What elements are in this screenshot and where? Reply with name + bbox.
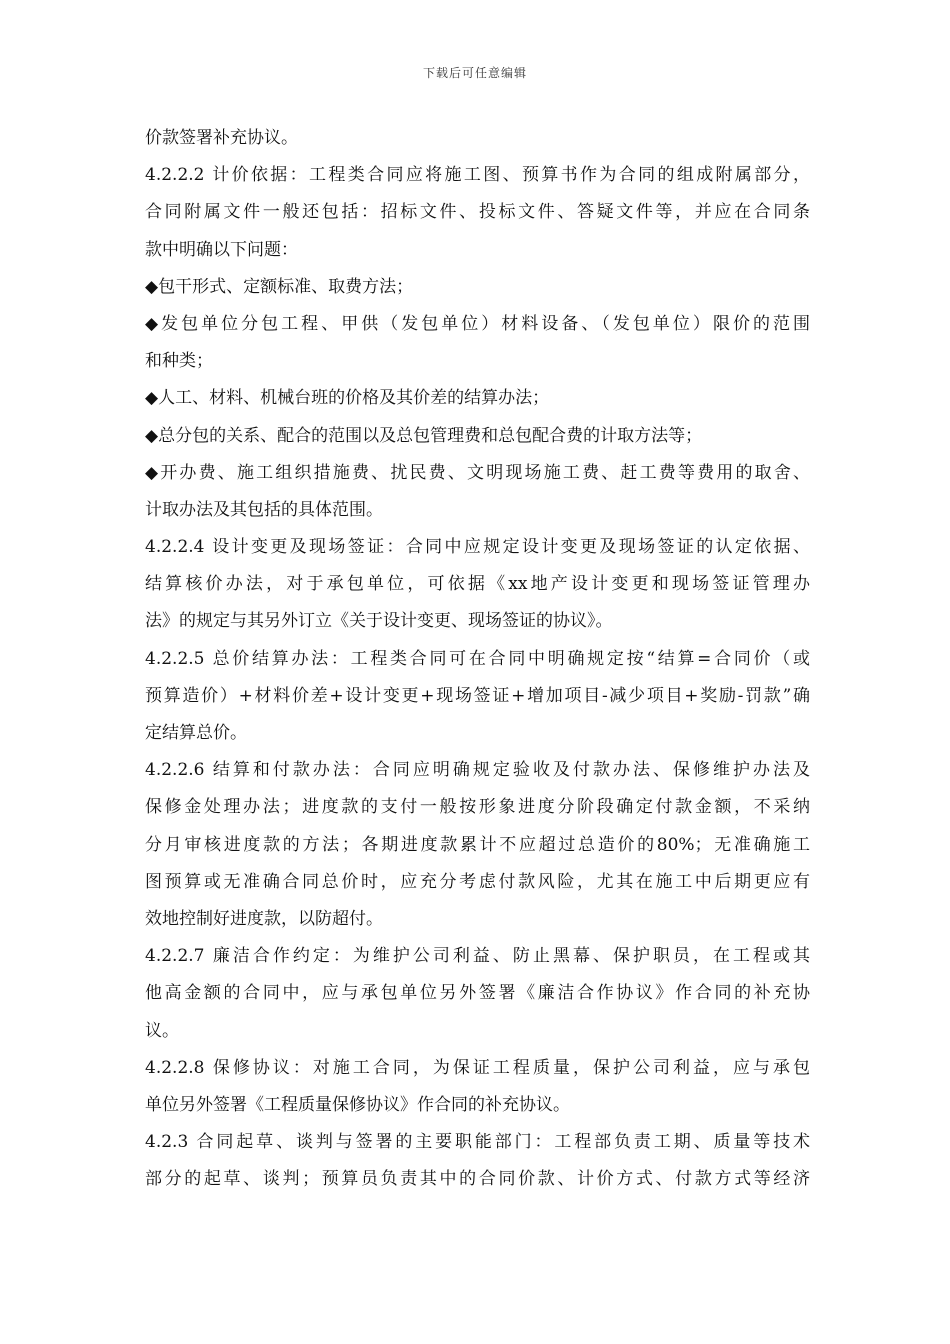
text-line: 他高金额的合同中，应与承包单位另外签署《廉洁合作协议》作合同的补充协 (145, 983, 810, 1004)
text-line: 保修金处理办法；进度款的支付一般按形象进度分阶段确定付款金额，不采纳 (145, 797, 810, 818)
text-line: 4.2.2.2 计价依据：工程类合同应将施工图、预算书作为合同的组成附属部分， (145, 165, 810, 186)
text-line: 价款签署补充协议。 (145, 128, 298, 148)
text-line: 合同附属文件一般还包括：招标文件、投标文件、答疑文件等，并应在合同条 (145, 202, 810, 223)
text-line: ◆总分包的关系、配合的范围以及总包管理费和总包配合费的计取方法等； (145, 425, 703, 446)
text-line: 单位另外签署《工程质量保修协议》作合同的补充协议。 (145, 1094, 570, 1115)
text-line: 预算造价）+材料价差+设计变更+现场签证+增加项目-减少项目+奖励-罚款”确 (145, 685, 810, 706)
text-line: ◆开办费、施工组织措施费、扰民费、文明现场施工费、赶工费等费用的取舍、 (145, 462, 810, 483)
text-line: 4.2.2.7 廉洁合作约定：为维护公司利益、防止黑幕、保护职员，在工程或其 (145, 946, 810, 967)
text-line: 计取办法及其包括的具体范围。 (145, 499, 383, 520)
text-line: 图预算或无准确合同总价时，应充分考虑付款风险，尤其在施工中后期更应有 (145, 871, 810, 892)
text-line: ◆人工、材料、机械台班的价格及其价差的结算办法； (145, 388, 550, 409)
text-line: 4.2.2.8 保修协议：对施工合同，为保证工程质量，保护公司利益，应与承包 (145, 1057, 810, 1078)
text-line: ◆发包单位分包工程、甲供（发包单位）材料设备、（发包单位）限价的范围 (145, 313, 810, 334)
document-body (145, 120, 810, 1198)
text-line: 部分的起草、谈判；预算员负责其中的合同价款、计价方式、付款方式等经济 (145, 1169, 810, 1190)
text-line: 法》的规定与其另外订立《关于设计变更、现场签证的协议》。 (145, 611, 613, 632)
text-line: 效地控制好进度款，以防超付。 (145, 908, 383, 929)
page-header: 下载后可任意编辑 (422, 66, 527, 80)
text-line: ◆包干形式、定额标准、取费方法； (145, 276, 414, 297)
text-line: 议。 (145, 1020, 179, 1041)
text-line: 结算核价办法，对于承包单位，可依据《xx地产设计变更和现场签证管理办 (145, 574, 810, 595)
text-line: 4.2.2.6 结算和付款办法：合同应明确规定验收及付款办法、保修维护办法及 (145, 760, 810, 781)
text-line: 和种类； (145, 351, 213, 372)
text-line: 4.2.2.5 总价结算办法：工程类合同可在合同中明确规定按“结算=合同价（或 (145, 648, 810, 669)
text-line: 4.2.2.4 设计变更及现场签证：合同中应规定设计变更及现场签证的认定依据、 (145, 537, 810, 558)
text-line: 定结算总价。 (145, 723, 247, 743)
text-line: 分月审核进度款的方法；各期进度款累计不应超过总造价的80%；无准确施工 (145, 834, 810, 855)
text-line: 4.2.3 合同起草、谈判与签署的主要职能部门：工程部负责工期、质量等技术 (145, 1132, 810, 1153)
text-line: 款中明确以下问题： (145, 239, 298, 260)
